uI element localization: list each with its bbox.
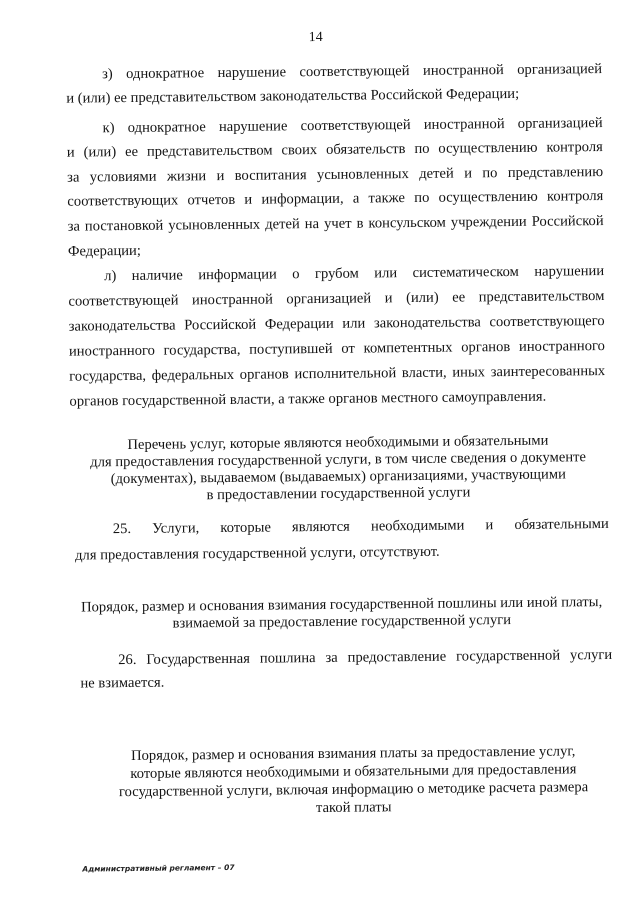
item-l-line-2: соответствующей иностранной организацией и (или) ее представительством <box>68 288 605 310</box>
heading-services-line-1: Перечень услуг, которые являются необходимыми и обязательными <box>127 432 549 454</box>
heading-fee-line-2: которые являются необходимыми и обязательными для предоставления <box>130 761 577 783</box>
heading-fee-line-4: такой платы <box>315 799 392 817</box>
heading-services-line-2: для предоставления государственной услуги, в том числе сведения о документе <box>90 449 587 471</box>
heading-fee-line-1: Порядок, размер и основания взимания платы за предоставление услуг, <box>130 743 576 764</box>
para-26-line-1: 26. Государственная пошлина за предоставление государственной услуги <box>118 646 613 669</box>
para-26-line-2: не взимается. <box>80 674 165 692</box>
item-l-line-3: законодательства Российской Федерации или законодательства соответствующего <box>68 313 605 335</box>
para-25-line-1: 25. Услуги, которые являются необходимыми и обязательными <box>112 515 609 538</box>
item-l-line-4: иностранного государства, поступившей от компетентных органов иностранного <box>68 338 606 360</box>
heading-duty-line-1: Порядок, размер и основания взимания государственной пошлины или иной платы, <box>80 594 603 616</box>
item-z-line-2: и (или) ее представительством законодательства Российской Федерации; <box>66 85 520 107</box>
para-25-line-2: для предоставления государственной услуги, отсутствуют. <box>75 543 440 564</box>
item-k-line-5: за постановкой усыновленных детей на учет в консульском учреждении Российской <box>67 213 604 235</box>
item-k-line-2: и (или) ее представительством своих обязательств по осуществлению контроля <box>66 139 603 161</box>
item-l-line-6: органов государственной власти, а также органов местного самоуправления. <box>69 388 547 410</box>
item-k-line-6: Федерации; <box>67 242 141 260</box>
item-k-line-1: к) однократное нарушение соответствующей иностранной организацией <box>102 115 603 137</box>
item-l-line-1: л) наличие информации о грубом или систематическом нарушении <box>104 263 605 285</box>
page-number: 14 <box>308 29 323 46</box>
heading-fee-line-3: государственной услуги, включая информацию о методике расчета размера <box>118 779 589 801</box>
heading-duty-line-2: взимаемой за предоставление государственной услуги <box>172 612 512 632</box>
item-k-line-4: соответствующих отчетов и информации, а также по осуществлению контроля <box>67 188 604 210</box>
heading-services-line-4: в предоставлении государственной услуги <box>206 484 471 504</box>
item-z-line-1: з) однократное нарушение соответствующей иностранной организацией <box>101 61 603 83</box>
item-k-line-3: за условиями жизни и воспитания усыновленных детей и по представлению <box>67 164 604 186</box>
heading-services-line-3: (документах), выдаваемом (выдаваемых) организациями, участвующими <box>110 466 566 488</box>
item-l-line-5: государства, федеральных органов исполнительной власти, иных заинтересованных <box>69 363 606 385</box>
footer-note: Административный регламент – 07 <box>82 862 235 874</box>
